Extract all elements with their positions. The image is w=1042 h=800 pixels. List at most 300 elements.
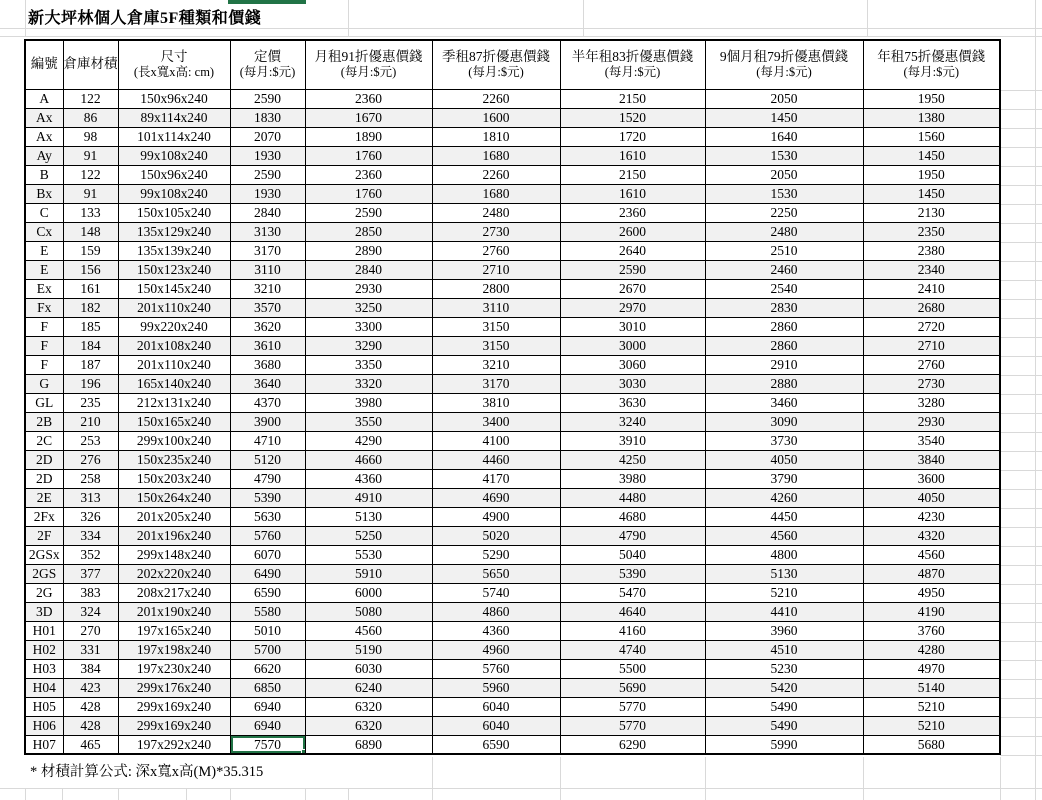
cell[interactable]: 3910 (560, 431, 705, 450)
cell[interactable]: 2480 (705, 222, 863, 241)
cell[interactable]: 3550 (305, 412, 432, 431)
cell[interactable]: 3640 (230, 374, 305, 393)
cell[interactable]: 4510 (705, 640, 863, 659)
cell[interactable]: 2510 (705, 241, 863, 260)
cell[interactable]: Ay (25, 146, 63, 165)
cell[interactable]: 3900 (230, 412, 305, 431)
cell[interactable]: 210 (63, 412, 118, 431)
cell[interactable]: 161 (63, 279, 118, 298)
cell[interactable]: 334 (63, 526, 118, 545)
cell[interactable]: 2540 (705, 279, 863, 298)
cell[interactable]: 5140 (863, 678, 1000, 697)
cell[interactable]: 6590 (230, 583, 305, 602)
cell[interactable]: 1600 (432, 108, 560, 127)
cell[interactable]: 150x96x240 (118, 89, 230, 108)
cell[interactable]: 5680 (863, 735, 1000, 754)
cell[interactable]: 2B (25, 412, 63, 431)
cell[interactable]: 3730 (705, 431, 863, 450)
cell[interactable]: 1760 (305, 146, 432, 165)
cell[interactable]: 2590 (560, 260, 705, 279)
cell[interactable]: 3810 (432, 393, 560, 412)
cell[interactable]: 4230 (863, 507, 1000, 526)
cell[interactable]: 2360 (305, 165, 432, 184)
cell[interactable]: 4970 (863, 659, 1000, 678)
cell[interactable]: 2480 (432, 203, 560, 222)
cell[interactable]: 6320 (305, 716, 432, 735)
cell[interactable]: 122 (63, 165, 118, 184)
cell[interactable]: 1950 (863, 165, 1000, 184)
cell[interactable]: 4320 (863, 526, 1000, 545)
cell[interactable]: 4260 (705, 488, 863, 507)
cell[interactable]: 4190 (863, 602, 1000, 621)
column-header-6[interactable] (560, 40, 705, 89)
cell[interactable]: 4050 (863, 488, 1000, 507)
cell[interactable]: 135x139x240 (118, 241, 230, 260)
cell[interactable]: 5250 (305, 526, 432, 545)
cell[interactable]: 1640 (705, 127, 863, 146)
cell[interactable]: H07 (25, 735, 63, 754)
cell[interactable]: 258 (63, 469, 118, 488)
cell[interactable]: 6000 (305, 583, 432, 602)
cell[interactable]: 5470 (560, 583, 705, 602)
cell[interactable]: 6490 (230, 564, 305, 583)
cell[interactable]: 4790 (560, 526, 705, 545)
cell[interactable]: 159 (63, 241, 118, 260)
cell[interactable]: 197x292x240 (118, 735, 230, 754)
cell[interactable]: 4900 (432, 507, 560, 526)
cell[interactable]: 5770 (560, 716, 705, 735)
cell[interactable]: E (25, 241, 63, 260)
cell[interactable]: 2710 (863, 336, 1000, 355)
cell[interactable]: 3250 (305, 298, 432, 317)
cell[interactable]: 1670 (305, 108, 432, 127)
cell[interactable]: 423 (63, 678, 118, 697)
cell[interactable]: 1890 (305, 127, 432, 146)
cell[interactable]: 2760 (432, 241, 560, 260)
cell[interactable]: 5490 (705, 716, 863, 735)
cell[interactable]: 4560 (305, 621, 432, 640)
cell[interactable]: 2070 (230, 127, 305, 146)
cell[interactable]: 5530 (305, 545, 432, 564)
cell[interactable]: 4050 (705, 450, 863, 469)
cell[interactable]: 2F (25, 526, 63, 545)
cell[interactable]: 135x129x240 (118, 222, 230, 241)
cell[interactable]: 4870 (863, 564, 1000, 583)
cell[interactable]: 122 (63, 89, 118, 108)
cell[interactable]: 2D (25, 450, 63, 469)
cell[interactable]: 2760 (863, 355, 1000, 374)
cell[interactable]: 4100 (432, 431, 560, 450)
cell[interactable]: 331 (63, 640, 118, 659)
cell[interactable]: 201x108x240 (118, 336, 230, 355)
cell[interactable]: 2590 (305, 203, 432, 222)
cell[interactable]: 3630 (560, 393, 705, 412)
cell[interactable]: 5290 (432, 545, 560, 564)
cell[interactable]: 2150 (560, 165, 705, 184)
cell[interactable]: Ax (25, 127, 63, 146)
cell[interactable]: 197x230x240 (118, 659, 230, 678)
cell[interactable]: 2590 (230, 89, 305, 108)
cell[interactable]: 2720 (863, 317, 1000, 336)
cell[interactable]: 201x110x240 (118, 355, 230, 374)
cell[interactable]: Ex (25, 279, 63, 298)
cell[interactable]: 2860 (705, 317, 863, 336)
cell[interactable]: 150x165x240 (118, 412, 230, 431)
cell[interactable]: 384 (63, 659, 118, 678)
cell[interactable]: 1830 (230, 108, 305, 127)
cell[interactable]: 1930 (230, 146, 305, 165)
cell[interactable]: 6940 (230, 697, 305, 716)
cell[interactable]: 2D (25, 469, 63, 488)
cell[interactable]: 2640 (560, 241, 705, 260)
column-header-4[interactable] (305, 40, 432, 89)
cell[interactable]: 4690 (432, 488, 560, 507)
cell[interactable]: 3290 (305, 336, 432, 355)
cell[interactable]: 3150 (432, 317, 560, 336)
cell[interactable]: 2G (25, 583, 63, 602)
cell[interactable]: 3840 (863, 450, 1000, 469)
cell[interactable]: 3980 (560, 469, 705, 488)
cell[interactable]: 2860 (705, 336, 863, 355)
cell[interactable]: 1560 (863, 127, 1000, 146)
cell[interactable]: 1450 (863, 146, 1000, 165)
cell[interactable]: 1520 (560, 108, 705, 127)
cell[interactable]: 165x140x240 (118, 374, 230, 393)
cell[interactable]: 5490 (705, 697, 863, 716)
cell[interactable]: 5910 (305, 564, 432, 583)
cell[interactable]: 3D (25, 602, 63, 621)
cell[interactable]: 201x190x240 (118, 602, 230, 621)
cell[interactable]: 6850 (230, 678, 305, 697)
cell[interactable]: F (25, 317, 63, 336)
cell[interactable]: 3320 (305, 374, 432, 393)
cell[interactable]: 2260 (432, 89, 560, 108)
cell[interactable]: 182 (63, 298, 118, 317)
cell[interactable]: B (25, 165, 63, 184)
cell[interactable]: Fx (25, 298, 63, 317)
cell[interactable]: 3350 (305, 355, 432, 374)
cell[interactable]: 3170 (432, 374, 560, 393)
cell[interactable]: G (25, 374, 63, 393)
cell[interactable]: 5390 (560, 564, 705, 583)
cell[interactable]: 4860 (432, 602, 560, 621)
cell[interactable]: 2410 (863, 279, 1000, 298)
cell[interactable]: 150x235x240 (118, 450, 230, 469)
cell[interactable]: 2260 (432, 165, 560, 184)
cell[interactable]: 185 (63, 317, 118, 336)
cell[interactable]: Ax (25, 108, 63, 127)
cell[interactable]: 4290 (305, 431, 432, 450)
cell[interactable]: 150x203x240 (118, 469, 230, 488)
selected-cell[interactable]: 7570 (230, 735, 305, 754)
cell[interactable]: 5420 (705, 678, 863, 697)
cell[interactable]: 99x220x240 (118, 317, 230, 336)
cell[interactable]: 2GS (25, 564, 63, 583)
cell[interactable]: 2850 (305, 222, 432, 241)
cell[interactable]: 1760 (305, 184, 432, 203)
cell[interactable]: 197x165x240 (118, 621, 230, 640)
cell[interactable]: 2930 (305, 279, 432, 298)
cell[interactable]: 299x100x240 (118, 431, 230, 450)
cell[interactable]: C (25, 203, 63, 222)
cell[interactable]: 2930 (863, 412, 1000, 431)
cell[interactable]: 299x176x240 (118, 678, 230, 697)
cell[interactable]: 3980 (305, 393, 432, 412)
cell[interactable]: 4250 (560, 450, 705, 469)
cell[interactable]: 2E (25, 488, 63, 507)
cell[interactable]: 352 (63, 545, 118, 564)
cell[interactable]: 3110 (432, 298, 560, 317)
cell[interactable]: 5230 (705, 659, 863, 678)
cell[interactable]: 1720 (560, 127, 705, 146)
cell[interactable]: 299x169x240 (118, 697, 230, 716)
cell[interactable]: 5120 (230, 450, 305, 469)
cell[interactable]: 3210 (230, 279, 305, 298)
cell[interactable]: 326 (63, 507, 118, 526)
cell[interactable]: 3540 (863, 431, 1000, 450)
cell[interactable]: 2150 (560, 89, 705, 108)
cell[interactable]: 5650 (432, 564, 560, 583)
cell[interactable]: 5700 (230, 640, 305, 659)
cell[interactable]: 4740 (560, 640, 705, 659)
cell[interactable]: 201x205x240 (118, 507, 230, 526)
cell[interactable]: H03 (25, 659, 63, 678)
cell[interactable]: 150x145x240 (118, 279, 230, 298)
cell[interactable]: H06 (25, 716, 63, 735)
cell[interactable]: 5130 (705, 564, 863, 583)
cell[interactable]: 1950 (863, 89, 1000, 108)
cell[interactable]: 2730 (432, 222, 560, 241)
cell[interactable]: 6940 (230, 716, 305, 735)
cell[interactable]: 99x108x240 (118, 184, 230, 203)
cell[interactable]: 2830 (705, 298, 863, 317)
cell[interactable]: 6030 (305, 659, 432, 678)
cell[interactable]: 5020 (432, 526, 560, 545)
cell[interactable]: 2Fx (25, 507, 63, 526)
cell[interactable]: 6070 (230, 545, 305, 564)
cell[interactable]: 2460 (705, 260, 863, 279)
cell[interactable]: 4800 (705, 545, 863, 564)
cell[interactable]: 1680 (432, 146, 560, 165)
cell[interactable]: A (25, 89, 63, 108)
cell[interactable]: 148 (63, 222, 118, 241)
cell[interactable]: 86 (63, 108, 118, 127)
cell[interactable]: 3010 (560, 317, 705, 336)
cell[interactable]: 1450 (863, 184, 1000, 203)
cell[interactable]: 3570 (230, 298, 305, 317)
cell[interactable]: F (25, 336, 63, 355)
cell[interactable]: 4280 (863, 640, 1000, 659)
cell[interactable]: 5210 (863, 697, 1000, 716)
cell[interactable]: 3150 (432, 336, 560, 355)
cell[interactable]: 3240 (560, 412, 705, 431)
cell[interactable]: 201x196x240 (118, 526, 230, 545)
cell[interactable]: 1930 (230, 184, 305, 203)
cell[interactable]: 235 (63, 393, 118, 412)
cell[interactable]: 5010 (230, 621, 305, 640)
cell[interactable]: 187 (63, 355, 118, 374)
cell[interactable]: 4950 (863, 583, 1000, 602)
cell[interactable]: 253 (63, 431, 118, 450)
cell[interactable]: 1380 (863, 108, 1000, 127)
cell[interactable]: 3400 (432, 412, 560, 431)
cell[interactable]: 3600 (863, 469, 1000, 488)
cell[interactable]: 156 (63, 260, 118, 279)
cell[interactable]: 91 (63, 146, 118, 165)
cell[interactable]: 299x148x240 (118, 545, 230, 564)
cell[interactable]: 5960 (432, 678, 560, 697)
cell[interactable]: 2710 (432, 260, 560, 279)
cell[interactable]: 1610 (560, 184, 705, 203)
cell[interactable]: 4560 (863, 545, 1000, 564)
cell[interactable]: 2680 (863, 298, 1000, 317)
cell[interactable]: 3610 (230, 336, 305, 355)
cell[interactable]: 1810 (432, 127, 560, 146)
cell[interactable]: 3170 (230, 241, 305, 260)
cell[interactable]: 3760 (863, 621, 1000, 640)
cell[interactable]: 4460 (432, 450, 560, 469)
cell[interactable]: H01 (25, 621, 63, 640)
cell[interactable]: 6320 (305, 697, 432, 716)
cell[interactable]: 184 (63, 336, 118, 355)
cell[interactable]: 5630 (230, 507, 305, 526)
cell[interactable]: 2340 (863, 260, 1000, 279)
cell[interactable]: 4160 (560, 621, 705, 640)
cell[interactable]: 5760 (432, 659, 560, 678)
cell[interactable]: 299x169x240 (118, 716, 230, 735)
column-header-1[interactable] (63, 40, 118, 89)
cell[interactable]: 2590 (230, 165, 305, 184)
cell[interactable]: 4710 (230, 431, 305, 450)
column-header-8[interactable] (863, 40, 1000, 89)
cell[interactable]: 2890 (305, 241, 432, 260)
cell[interactable]: 5080 (305, 602, 432, 621)
cell[interactable]: 133 (63, 203, 118, 222)
cell[interactable]: 2910 (705, 355, 863, 374)
cell[interactable]: 4960 (432, 640, 560, 659)
cell[interactable]: 6040 (432, 716, 560, 735)
cell[interactable]: 5740 (432, 583, 560, 602)
cell[interactable]: 98 (63, 127, 118, 146)
cell[interactable]: 4660 (305, 450, 432, 469)
cell[interactable]: 5580 (230, 602, 305, 621)
cell[interactable]: 5990 (705, 735, 863, 754)
cell[interactable]: 2600 (560, 222, 705, 241)
cell[interactable]: 3060 (560, 355, 705, 374)
cell[interactable]: 2360 (305, 89, 432, 108)
cell[interactable]: 3460 (705, 393, 863, 412)
cell[interactable]: 101x114x240 (118, 127, 230, 146)
column-header-3[interactable] (230, 40, 305, 89)
cell[interactable]: 2840 (230, 203, 305, 222)
cell[interactable]: 5760 (230, 526, 305, 545)
cell[interactable]: 4360 (432, 621, 560, 640)
cell[interactable]: 5210 (705, 583, 863, 602)
cell[interactable]: 3110 (230, 260, 305, 279)
cell[interactable]: 4450 (705, 507, 863, 526)
cell[interactable]: 383 (63, 583, 118, 602)
cell[interactable]: 2360 (560, 203, 705, 222)
cell[interactable]: 1610 (560, 146, 705, 165)
cell[interactable]: 197x198x240 (118, 640, 230, 659)
cell[interactable]: 150x264x240 (118, 488, 230, 507)
cell[interactable]: 5130 (305, 507, 432, 526)
cell[interactable]: 1680 (432, 184, 560, 203)
cell[interactable]: 212x131x240 (118, 393, 230, 412)
cell[interactable]: 6040 (432, 697, 560, 716)
cell[interactable]: 6290 (560, 735, 705, 754)
cell[interactable]: 4370 (230, 393, 305, 412)
cell[interactable]: Cx (25, 222, 63, 241)
cell[interactable]: 89x114x240 (118, 108, 230, 127)
cell[interactable]: 202x220x240 (118, 564, 230, 583)
cell[interactable]: 4910 (305, 488, 432, 507)
cell[interactable]: 6240 (305, 678, 432, 697)
cell[interactable]: 150x123x240 (118, 260, 230, 279)
cell[interactable]: 3300 (305, 317, 432, 336)
cell[interactable]: 3680 (230, 355, 305, 374)
column-header-5[interactable] (432, 40, 560, 89)
cell[interactable]: 5770 (560, 697, 705, 716)
cell[interactable]: H05 (25, 697, 63, 716)
cell[interactable]: 2050 (705, 89, 863, 108)
cell[interactable]: 4360 (305, 469, 432, 488)
cell[interactable]: 5390 (230, 488, 305, 507)
cell[interactable]: H04 (25, 678, 63, 697)
cell[interactable]: 2730 (863, 374, 1000, 393)
cell[interactable]: 5210 (863, 716, 1000, 735)
cell[interactable]: 201x110x240 (118, 298, 230, 317)
cell[interactable]: 1530 (705, 184, 863, 203)
cell[interactable]: 4410 (705, 602, 863, 621)
cell[interactable]: 465 (63, 735, 118, 754)
cell[interactable]: 6890 (305, 735, 432, 754)
cell[interactable]: 4790 (230, 469, 305, 488)
cell[interactable]: 3030 (560, 374, 705, 393)
cell[interactable]: 2800 (432, 279, 560, 298)
cell[interactable]: 208x217x240 (118, 583, 230, 602)
cell[interactable]: 3280 (863, 393, 1000, 412)
cell[interactable]: 5190 (305, 640, 432, 659)
cell[interactable]: 2250 (705, 203, 863, 222)
cell[interactable]: 5690 (560, 678, 705, 697)
cell[interactable]: 2130 (863, 203, 1000, 222)
cell[interactable]: 3960 (705, 621, 863, 640)
cell[interactable]: 2840 (305, 260, 432, 279)
cell[interactable]: 5500 (560, 659, 705, 678)
cell[interactable]: 6590 (432, 735, 560, 754)
cell[interactable]: 313 (63, 488, 118, 507)
cell[interactable]: 150x96x240 (118, 165, 230, 184)
cell[interactable]: 4170 (432, 469, 560, 488)
cell[interactable]: 377 (63, 564, 118, 583)
cell[interactable]: 3000 (560, 336, 705, 355)
cell[interactable]: 324 (63, 602, 118, 621)
cell[interactable]: 2880 (705, 374, 863, 393)
cell[interactable]: GL (25, 393, 63, 412)
cell[interactable]: 4560 (705, 526, 863, 545)
cell[interactable]: 99x108x240 (118, 146, 230, 165)
cell[interactable]: 2970 (560, 298, 705, 317)
cell[interactable]: 276 (63, 450, 118, 469)
cell[interactable]: 1450 (705, 108, 863, 127)
column-header-0[interactable] (25, 40, 63, 89)
cell[interactable]: 3620 (230, 317, 305, 336)
cell[interactable]: 6620 (230, 659, 305, 678)
cell[interactable]: 2GSx (25, 545, 63, 564)
cell[interactable]: Bx (25, 184, 63, 203)
cell[interactable]: H02 (25, 640, 63, 659)
